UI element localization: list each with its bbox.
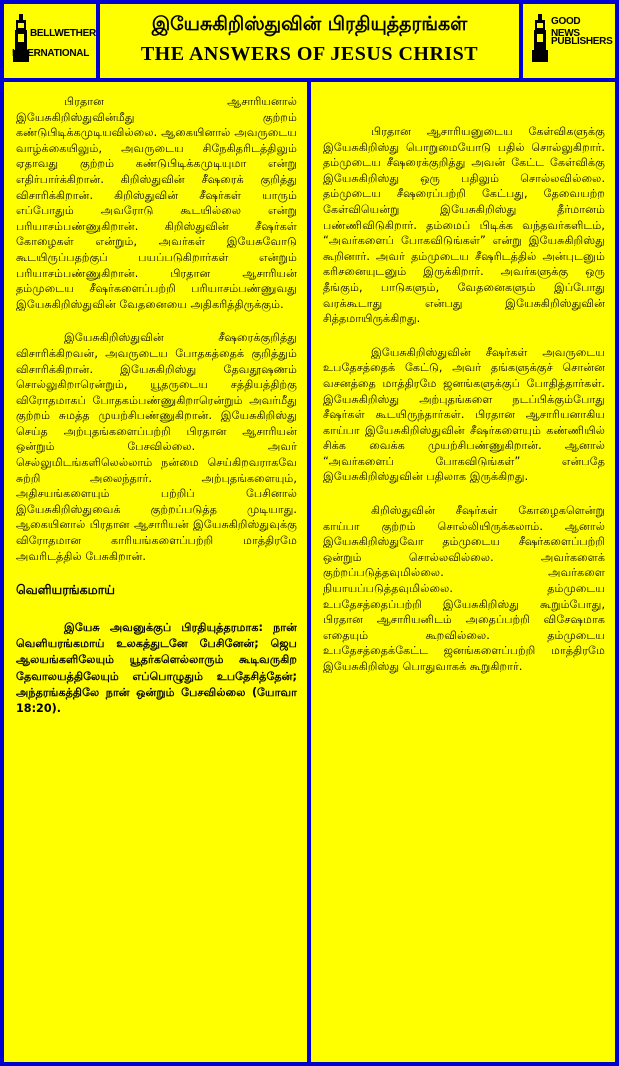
bellwether-logo-line1: BELLWETHER [30,28,96,39]
bellwether-logo-frame [8,8,96,74]
page-title-tamil: இயேசுகிறிஸ்துவின் பிரதியுத்தரங்கள் [151,13,468,35]
bellwether-logo [4,4,96,78]
left-paragraph-1: பிரதான ஆசாரியனால் இயேசுகிறிஸ்துவின்மீது குற்றம் கண்டுபிடிக்கமுடியவில்லை. ஆகையினால் அவருடைய வாழ்க்கையிலும், அவருடைய சிநேகிதரிடத்திலும் ஏதாவது குற்றம் கண்டுபிடிக்கமுடியுமா என்று எதிர்பார்க்கிறான். கிறிஸ்துவின் சீஷரைக் குறித்து விசாரிக்கிறான். கிறிஸ்துவின் சீஷர்கள் யாரும் எப்போதும் அவரோடு கூடயில்லை என்று பரியாசம்பண்ணுகிறான். கிறிஸ்துவின் சீஷர்கள் கோழைகள் என்றும், அவர்கள் இயேசுவோடு கூடயிருப்பதற்குப் பயப்படுகிறார்கள் என்றும் பரியாசம்பண்ணுகிறான். பிரதான ஆசாரியன் தம்முடைய சீஷர்களைப்பற்றி பரியாசம்பண்ணுவது இயேசுகிறிஸ்துவின் வேதனையை அதிகரித்திருக்கும். [16,95,297,311]
left-column-text [16,94,297,718]
left-column [4,82,307,1062]
good-news-publishers-logo [523,4,615,78]
left-paragraph-2: இயேசுகிறிஸ்துவின் சீஷரைக்குறித்து விசாரிக்கிறவன், அவருடைய போதகத்தைக் குறித்தும் விசாரிக்கிறான். இயேசுகிறிஸ்து தேவதூஷணம் சொல்லுகிறாரென்றும், யூதருடைய சத்தியத்திற்கு விரோதமாகப் போதகம்பண்ணுகிறாரென்றும் அவர்மீது குற்றம் சுமத்த முயற்சிபண்ணுகிறான். இயேசுகிறிஸ்து செய்த அற்புதங்களைப்பற்றி பிரதான ஆசாரியன் ஒன்றும் பேசவில்லை. அவர் செல்லுமிடங்களிலெல்லாம் நன்மை செய்கிறவராகவே சுற்றி அலைந்தார். அற்புதங்களையும், அதிசயங்களையும் பற்றிப் பேசினால் இயேசுகிறிஸ்துவைக் குற்றப்படுத்த முடியாது. ஆகையினால் பிரதான ஆசாரியன் இயேசுகிறிஸ்துவுக்கு விரோதமான காரியங்களைப்பற்றி மாத்திரமே அவரிடத்தில் பேசுகிறான். [16,331,297,563]
good-news-logo-line1: GOOD NEWS [551,16,581,39]
right-column [311,82,615,1062]
right-column-text [323,124,605,693]
good-news-logo-line2: PUBLISHERS [551,36,613,47]
right-paragraph-2: இயேசுகிறிஸ்துவின் சீஷர்கள் அவருடைய உபதேசத்தைக் கேட்டு, அவர் தங்களுக்குச் சொன்ன வசனத்தை மாத்திரமே ஜனங்களுக்குப் போதித்தார்கள். இயேசுகிறிஸ்து அற்புதங்களை நடப்பிக்கும்போது சீஷர்கள் கூடயிருந்தார்கள். பிரதான ஆசாரியனாகிய காய்பா இயேசுகிறிஸ்துவின் சீஷர்களையும் கண்ணியில் சிக்க வைக்க முயற்சிபண்ணுகிறான். ஆனால் “அவர்களைப் போகவிடுங்கள்” என்பதே இயேசுகிறிஸ்துவின் பதிலாக இருக்கிறது. [323,345,605,484]
right-paragraph-3: கிறிஸ்துவின் சீஷர்கள் கோழைகளென்று காய்பா குற்றம் சொல்லியிருக்கலாம். ஆனால் இயேசுகிறிஸ்துவோ தம்முடைய சீஷர்களைப்பற்றி ஒன்றும் சொல்லவில்லை. அவர்களைக் குற்றப்படுத்தவுமில்லை. அவர்களை நியாயப்படுத்தவுமில்லை. தம்முடைய உபதேசத்தைப்பற்றி இயேசுகிறிஸ்து கூறும்போது, பிரதான ஆசாரியனிடம் அதைப்பற்றி விசேஷமாக எதையும் கூறவில்லை. தம்முடைய உபதேசத்தைக்கேட்ட ஜனங்களைப்பற்றி மாத்திரமே இயேசுகிறிஸ்து பொதுவாகக் கூறுகிறார். [323,504,605,673]
page-title-english: THE ANSWERS OF JESUS CHRIST [140,43,479,65]
bell-tower-icon [531,14,549,62]
good-news-logo-frame [527,8,611,74]
section-heading: வெளியரங்கமாய் [16,582,115,598]
title-banner [100,4,519,78]
bellwether-logo-line2: INTERNATIONAL [12,48,90,59]
scripture-quote: இயேசு அவனுக்குப் பிரதியுத்தரமாக: நான் வெளியரங்கமாய் உலகத்துடனே பேசினேன்; ஜெப ஆலயங்களிலேயும் யூதர்களெல்லாரும் கூடிவருகிற தேவாலயத்திலேயும் எப்பொழுதும் உபதேசித்தேன்; அந்தரங்கத்திலே நான் ஒன்றும் பேசவில்லை (யோவா 18:20). [16,620,297,716]
right-paragraph-1: பிரதான ஆசாரியனுடைய கேள்விகளுக்கு இயேசுகிறிஸ்து பொறுமையோடு பதில் சொல்லுகிறார். தம்முடைய சீஷரைக்குறித்து அவன் கேட்ட கேள்விக்கு இயேசுகிறிஸ்து ஒரு பதிலும் சொல்லவில்லை. தம்முடைய சீஷரைப்பற்றி கேட்பது, தேவையற்ற கேள்வியென்று இயேசுகிறிஸ்து தீர்மானம் பண்ணிவிடுகிறார். தம்மைப் பிடிக்க வந்தவர்களிடம், “அவர்களைப் போகவிடுங்கள்” என்று இயேசுகிறிஸ்து கூறினார். அவர் தம்முடைய சீஷரிடத்தில் அன்புடனும் கரிசனையுடனும் இருக்கிறார். அவர்களுக்கு ஒரு தீங்கும், பாடுகளும், வேதனைகளும் இப்போது வரக்கூடாது என்பது இயேசுகிறிஸ்துவின் சித்தமாயிருக்கிறது. [323,125,605,326]
